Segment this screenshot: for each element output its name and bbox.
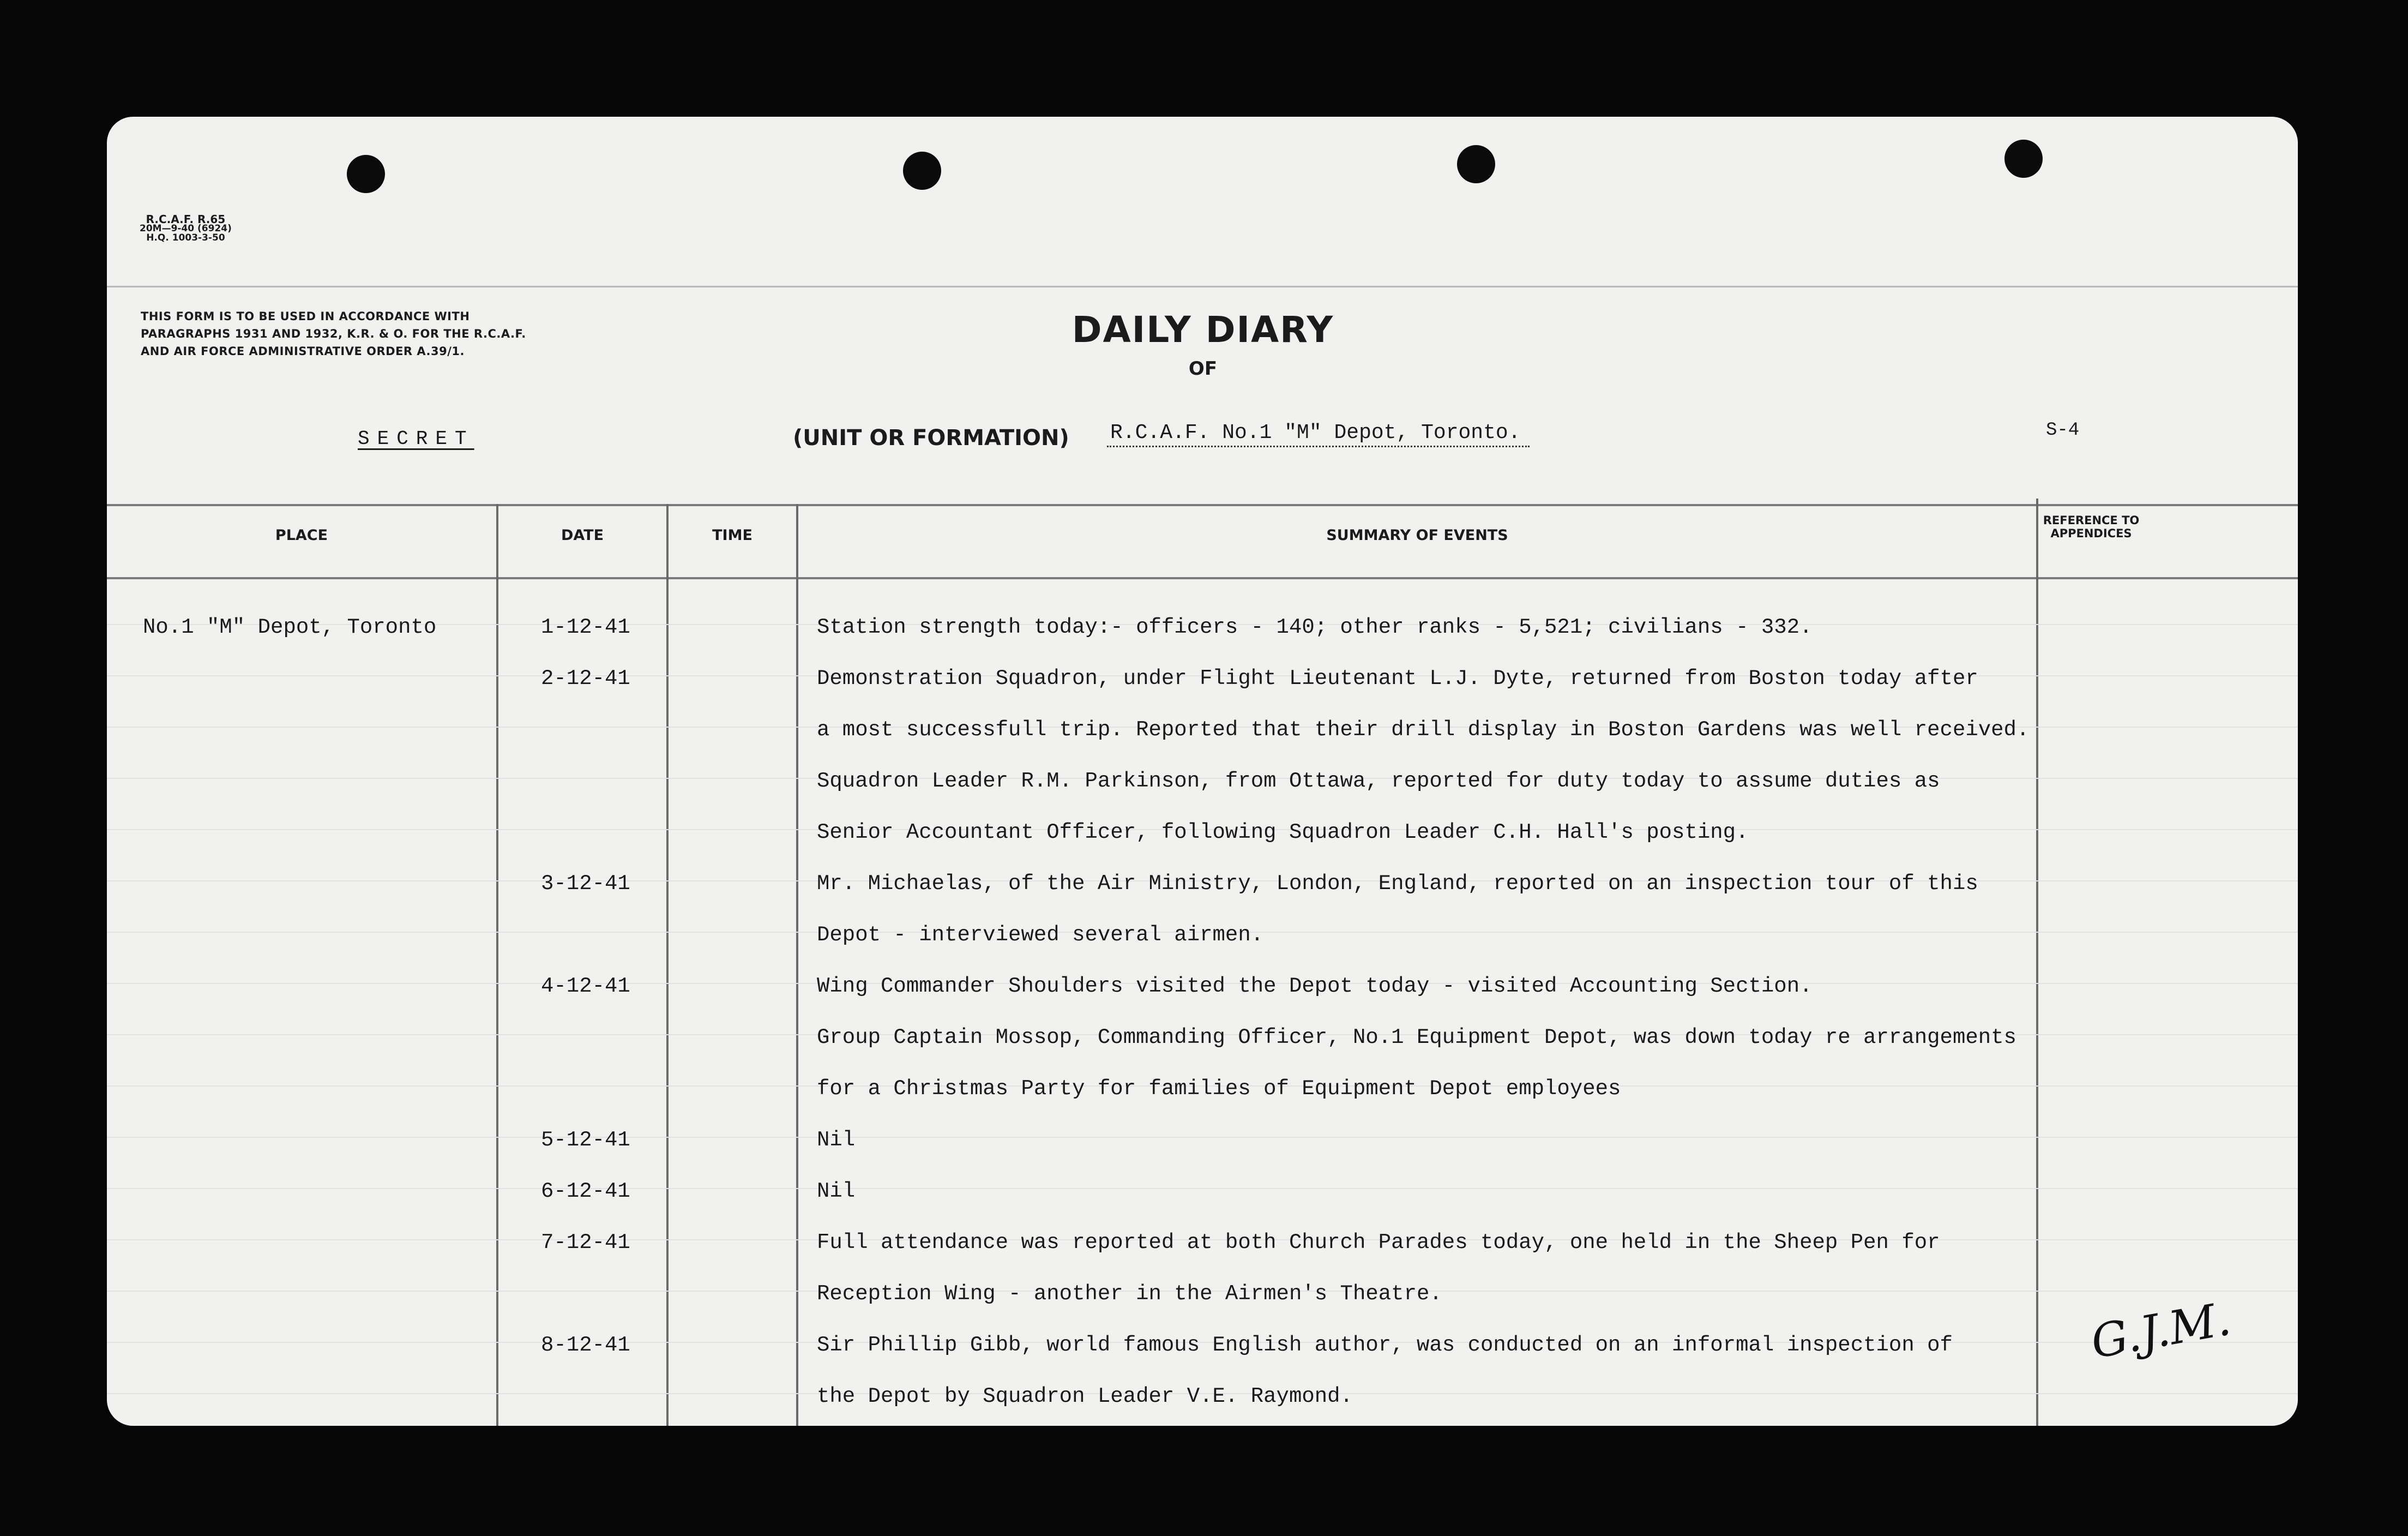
date-entry: 7-12-41 bbox=[541, 1231, 630, 1255]
column-divider bbox=[666, 504, 669, 1426]
handwritten-initials: G.J.M. bbox=[2087, 1292, 2235, 1369]
column-divider bbox=[496, 504, 498, 1426]
summary-line: Reception Wing - another in the Airmen's Theatre. bbox=[817, 1282, 1442, 1306]
sheet-number: S-4 bbox=[2046, 420, 2080, 441]
classification-stamp: SECRET bbox=[358, 428, 474, 450]
form-code-line: 20M—9-40 (6924) bbox=[140, 223, 232, 234]
date-entry: 4-12-41 bbox=[541, 974, 630, 998]
place-entry: No.1 "M" Depot, Toronto bbox=[143, 615, 437, 639]
page-title: DAILY DIARY bbox=[1071, 309, 1334, 351]
summary-line: Mr. Michaelas, of the Air Ministry, London, England, reported on an inspection tour of this bbox=[817, 872, 1978, 896]
summary-line: Squadron Leader R.M. Parkinson, from Ottawa, reported for duty today to assume duties as bbox=[817, 769, 1940, 793]
summary-line: Station strength today:- officers - 140; other ranks - 5,521; civilians - 332. bbox=[817, 615, 1813, 639]
ruled-line bbox=[107, 1137, 2298, 1138]
summary-line: Wing Commander Shoulders visited the Depot today - visited Accounting Section. bbox=[817, 974, 1813, 998]
unit-value: R.C.A.F. No.1 "M" Depot, Toronto. bbox=[1107, 421, 1530, 447]
column-header-time: TIME bbox=[712, 527, 752, 544]
summary-line: Nil bbox=[817, 1179, 856, 1203]
form-code bbox=[140, 215, 232, 243]
date-entry: 5-12-41 bbox=[541, 1128, 630, 1152]
punch-hole bbox=[903, 152, 941, 190]
column-header-reference: REFERENCE TO APPENDICES bbox=[2043, 514, 2140, 540]
column-header-place: PLACE bbox=[275, 527, 328, 544]
column-header-date: DATE bbox=[561, 527, 604, 544]
summary-line: a most successfull trip. Reported that their drill display in Boston Gardens was well received. bbox=[817, 718, 2030, 742]
column-divider bbox=[796, 504, 798, 1426]
summary-line: Group Captain Mossop, Commanding Officer, No.1 Equipment Depot, was down today re arrangements bbox=[817, 1025, 2016, 1049]
summary-line: Full attendance was reported at both Church Parades today, one held in the Sheep Pen for bbox=[817, 1231, 1940, 1255]
summary-line: Depot - interviewed several airmen. bbox=[817, 923, 1264, 947]
diary-sheet bbox=[107, 117, 2298, 1426]
table-top-border bbox=[107, 504, 2298, 506]
unit-label: (UNIT OR FORMATION) bbox=[793, 425, 1069, 451]
summary-line: Nil bbox=[817, 1128, 856, 1152]
ruled-line bbox=[107, 1188, 2298, 1189]
header-divider bbox=[107, 286, 2298, 287]
form-notice: THIS FORM IS TO BE USED IN ACCORDANCE WITH PARAGRAPHS 1931 AND 1932, K.R. & O. FOR THE R.C.A.F. AND AIR FORCE ADMINISTRATIVE ORDER A.39/1. bbox=[141, 310, 526, 358]
summary-line: the Depot by Squadron Leader V.E. Raymond. bbox=[817, 1384, 1353, 1408]
title-of: OF bbox=[1188, 358, 1218, 380]
form-code-line: R.C.A.F. R.65 bbox=[146, 213, 226, 226]
date-entry: 8-12-41 bbox=[541, 1333, 630, 1357]
punch-hole bbox=[347, 155, 385, 193]
summary-line: for a Christmas Party for families of Equipment Depot employees bbox=[817, 1077, 1621, 1101]
column-divider bbox=[2036, 499, 2038, 1426]
punch-hole bbox=[1457, 145, 1495, 183]
date-entry: 3-12-41 bbox=[541, 872, 630, 896]
table-header-border bbox=[107, 577, 2298, 579]
summary-line: Sir Phillip Gibb, world famous English author, was conducted on an informal inspection of bbox=[817, 1333, 1953, 1357]
punch-hole bbox=[2004, 140, 2043, 178]
column-header-summary: SUMMARY OF EVENTS bbox=[1326, 527, 1508, 544]
summary-line: Senior Accountant Officer, following Squadron Leader C.H. Hall's posting. bbox=[817, 820, 1749, 844]
date-entry: 1-12-41 bbox=[541, 615, 630, 639]
form-code-line: H.Q. 1003-3-50 bbox=[146, 232, 225, 243]
date-entry: 6-12-41 bbox=[541, 1179, 630, 1203]
date-entry: 2-12-41 bbox=[541, 667, 630, 691]
summary-line: Demonstration Squadron, under Flight Lieutenant L.J. Dyte, returned from Boston today after bbox=[817, 667, 1978, 691]
